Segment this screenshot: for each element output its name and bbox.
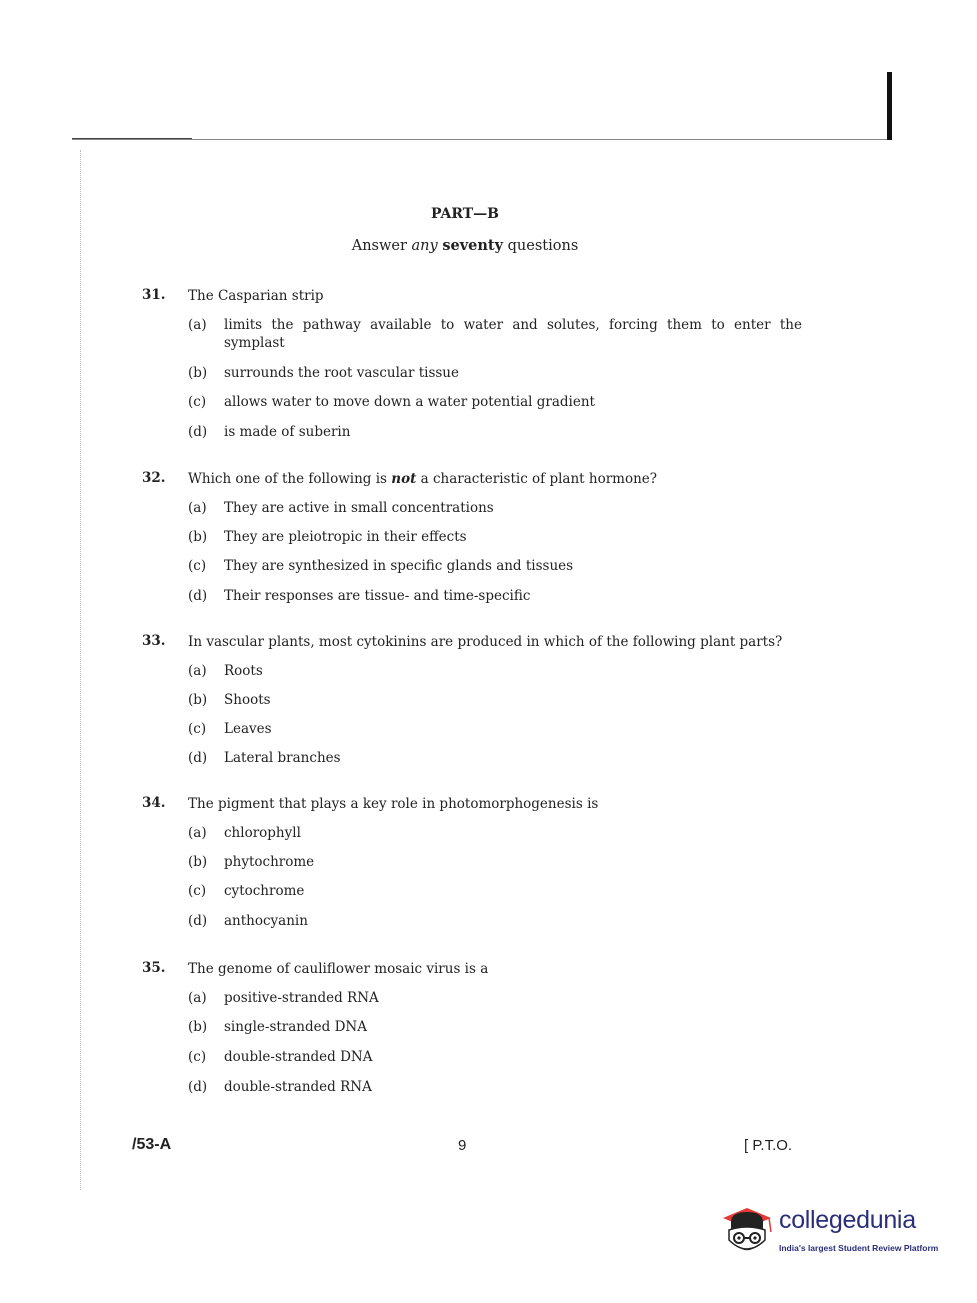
option-text: Roots (224, 663, 263, 679)
option-label: (b) (188, 529, 208, 545)
option-text: is made of suberin (224, 424, 351, 440)
option-text: They are synthesized in specific glands and tissues (224, 558, 574, 574)
option-text: single-stranded DNA (224, 1019, 367, 1035)
left-margin-edge (80, 150, 81, 1190)
option-label: (c) (188, 883, 207, 899)
question-text-negation: not (391, 471, 417, 487)
option-label: (d) (188, 424, 208, 440)
option-label: (c) (188, 1049, 207, 1065)
option-text: Lateral branches (224, 750, 341, 766)
option-label: (a) (188, 663, 207, 679)
option-text: surrounds the root vascular tissue (224, 365, 459, 381)
option-label: (c) (188, 394, 207, 410)
option-text: double-stranded DNA (224, 1049, 373, 1065)
page-number: 9 (458, 1137, 467, 1154)
instruction-pre: Answer (351, 238, 412, 254)
option-text: allows water to move down a water potential gradient (224, 394, 595, 410)
header-rule (72, 139, 892, 140)
question-text (188, 470, 803, 488)
option-label: (d) (188, 588, 208, 604)
part-title: PART—B (430, 206, 499, 222)
graduate-mascot-icon (717, 1200, 777, 1262)
option-label: (a) (188, 990, 207, 1006)
brand-tagline: India's largest Student Review Platform (779, 1243, 939, 1253)
instruction-count: seventy (442, 237, 504, 254)
question-text-post: a characteristic of plant hormone? (416, 471, 658, 487)
please-turn-over: [ P.T.O. (744, 1137, 793, 1154)
option-text: Leaves (224, 721, 272, 737)
option-label: (a) (188, 500, 207, 516)
option-label: (d) (188, 913, 208, 929)
option-text: limits the pathway available to water and solutes, forcing them to enter the symplast (224, 317, 802, 351)
question-number: 32. (142, 470, 166, 486)
margin-bar (887, 72, 892, 140)
question-text: The Casparian strip (188, 288, 324, 304)
question-number: 33. (142, 633, 166, 649)
option-label: (b) (188, 1019, 208, 1035)
option-label: (c) (188, 721, 207, 737)
option-text: phytochrome (224, 854, 315, 870)
option-label: (b) (188, 692, 208, 708)
option-label: (c) (188, 558, 207, 574)
question-text: The pigment that plays a key role in photomorphogenesis is (188, 796, 599, 812)
question-number: 34. (142, 795, 166, 811)
option-text: They are pleiotropic in their effects (224, 529, 467, 545)
option-text: cytochrome (224, 883, 305, 899)
instruction-any: any (411, 238, 438, 254)
option-label: (a) (188, 317, 207, 333)
option-text: They are active in small concentrations (224, 500, 494, 516)
paper-code: /53-A (132, 1136, 172, 1153)
option-text: chlorophyll (224, 825, 301, 841)
question-text: The genome of cauliflower mosaic virus is a (188, 961, 489, 977)
instruction-post: questions (503, 238, 579, 254)
option-text: anthocyanin (224, 913, 308, 929)
question-text: In vascular plants, most cytokinins are produced in which of the following plant parts? (188, 634, 783, 650)
question-text-pre: Which one of the following is (188, 471, 392, 487)
option-text: Their responses are tissue- and time-specific (224, 588, 531, 604)
option-text: double-stranded RNA (224, 1079, 372, 1095)
option-label: (b) (188, 365, 208, 381)
question-number: 35. (142, 960, 166, 976)
option-label: (a) (188, 825, 207, 841)
instruction (0, 237, 930, 254)
option-label: (d) (188, 1079, 208, 1095)
option-text: positive-stranded RNA (224, 990, 379, 1006)
question-number: 31. (142, 287, 166, 303)
brand-name: collegedunia (779, 1206, 916, 1234)
option-label: (d) (188, 750, 208, 766)
option-text: Shoots (224, 692, 271, 708)
option-label: (b) (188, 854, 208, 870)
collegedunia-watermark (717, 1198, 947, 1268)
